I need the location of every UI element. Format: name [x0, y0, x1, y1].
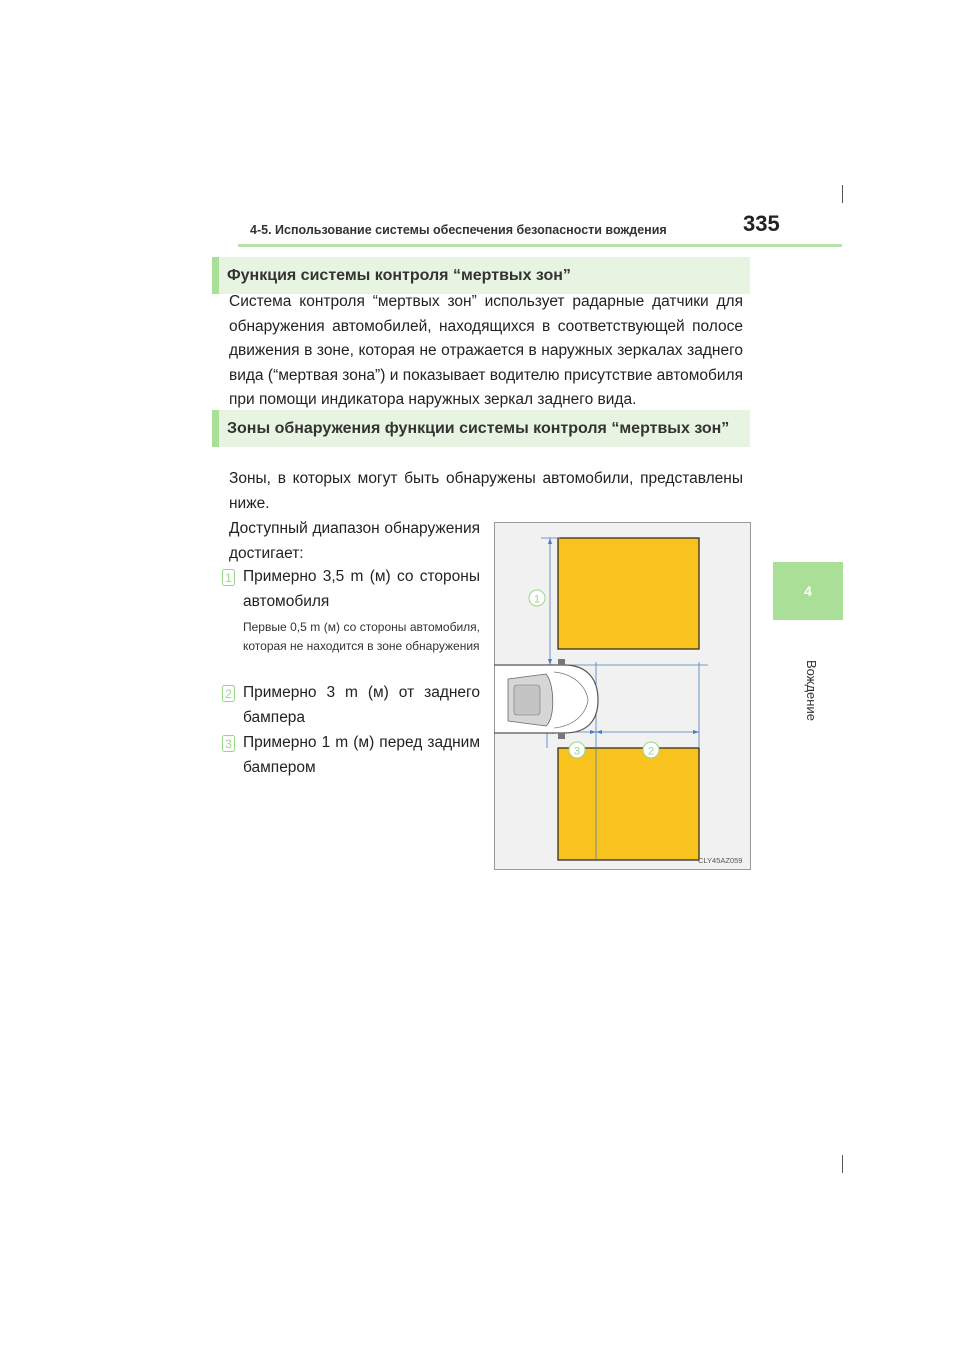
page-number: 335 [743, 211, 780, 236]
car-icon [494, 659, 598, 739]
detection-range-item-2: Примерно 3 m (м) от заднего бампера [243, 684, 480, 726]
detection-range-item-1-note: Первые 0,5 m (м) со стороны автомобиля, которая не находится в зоне обнаружения [243, 620, 480, 653]
chapter-name: Вождение [804, 660, 819, 721]
callout-1-label: 1 [533, 593, 541, 606]
header-divider [238, 244, 842, 247]
crop-mark-top [842, 185, 843, 203]
callout-3-label: 3 [573, 745, 581, 758]
svg-text:2: 2 [225, 687, 232, 701]
number-2-icon [222, 685, 235, 702]
figure-code: CLY45AZ059 [698, 856, 743, 865]
chapter-tab[interactable] [773, 562, 843, 620]
detection-range-intro: Доступный диапазон обнаружения достигает: [229, 520, 480, 562]
number-3-icon [222, 735, 235, 752]
number-1-icon [222, 569, 235, 586]
crop-mark-bottom [842, 1155, 843, 1173]
callout-2-label: 2 [647, 745, 655, 758]
detection-zone-diagram [494, 522, 751, 870]
side-detection-zone [558, 538, 699, 649]
rear-detection-zone [558, 745, 699, 860]
bsm-description-paragraph: Система контроля “мертвых зон” использует радарные датчики для обнаружения автомобилей, находящихся в соответствующей полосе движения в зоне, которая не отражается в наружных зеркалах заднего вида (“мертвая зона”) и показывает водителю присутствие автомобиля при помощи индикатора наружных зеркал заднего вида. [229, 293, 743, 408]
section-heading-detection-zones: Зоны обнаружения функции системы контроля “мертвых зон” [212, 410, 750, 447]
detection-range-item-1: Примерно 3,5 m (м) со стороны автомобиля [243, 568, 480, 610]
detection-zones-intro: Зоны, в которых могут быть обнаружены автомобили, представлены ниже. [229, 470, 743, 512]
section-heading-bsm-function: Функция системы контроля “мертвых зон” [212, 257, 750, 294]
svg-text:1: 1 [225, 571, 232, 585]
header-section-title: 4-5. Использование системы обеспечения безопасности вождения [250, 223, 667, 237]
svg-text:3: 3 [225, 737, 232, 751]
detection-range-item-3: Примерно 1 m (м) перед задним бампером [243, 734, 480, 776]
chapter-number: 4 [804, 583, 812, 599]
detection-zone-svg [494, 522, 751, 870]
